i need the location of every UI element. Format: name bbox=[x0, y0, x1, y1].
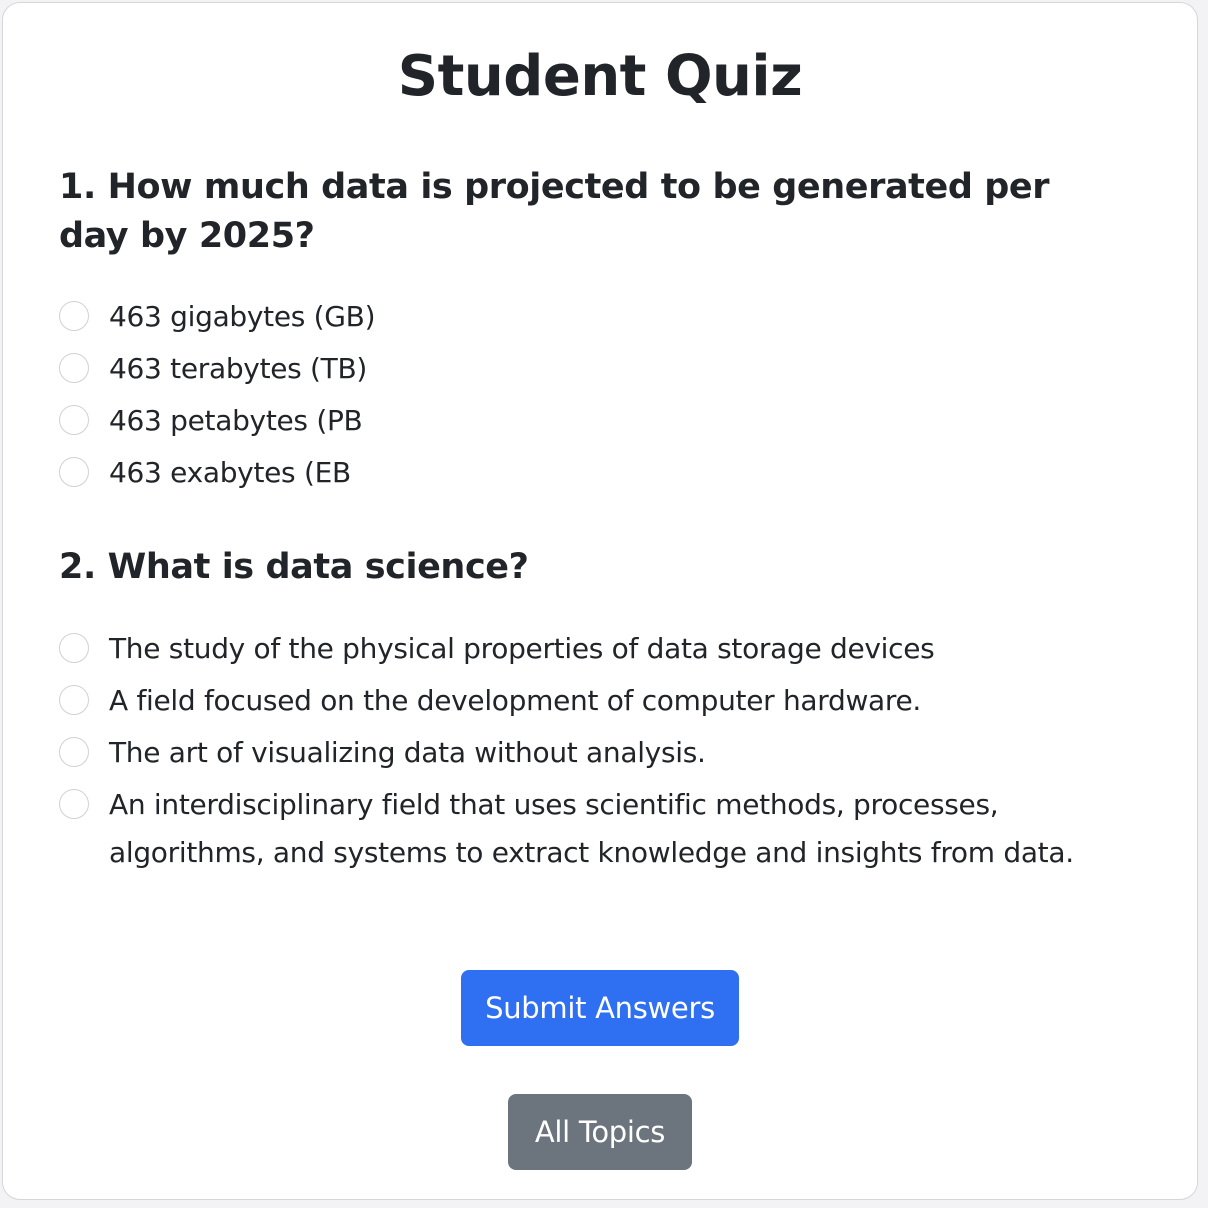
quiz-card bbox=[2, 2, 1198, 1200]
option-label: 463 terabytes (TB) bbox=[109, 352, 368, 385]
question-2-option-1[interactable] bbox=[59, 625, 1117, 673]
option-label: 463 gigabytes (GB) bbox=[109, 300, 376, 333]
question-2-option-3[interactable] bbox=[59, 729, 1117, 777]
submit-answers-button[interactable]: Submit Answers bbox=[461, 970, 739, 1046]
radio-button[interactable] bbox=[59, 301, 89, 331]
question-2-option-2[interactable] bbox=[59, 677, 1117, 725]
page-title: Student Quiz bbox=[397, 44, 803, 109]
question-2-text: 2. What is data science? bbox=[59, 547, 529, 587]
option-label: 463 petabytes (PB bbox=[109, 404, 363, 437]
question-1-option-1[interactable] bbox=[59, 293, 1117, 341]
radio-button[interactable] bbox=[59, 405, 89, 435]
option-label: The study of the physical properties of data storage devices bbox=[109, 632, 935, 665]
all-topics-button[interactable]: All Topics bbox=[508, 1094, 692, 1170]
radio-button[interactable] bbox=[59, 353, 89, 383]
option-label: An interdisciplinary field that uses scientific methods, processes, algorithms, and systems to extract knowledge and insights from data. bbox=[109, 788, 1074, 869]
radio-button[interactable] bbox=[59, 789, 89, 819]
radio-button[interactable] bbox=[59, 633, 89, 663]
question-2-option-4[interactable] bbox=[59, 781, 1117, 877]
option-label: The art of visualizing data without analysis. bbox=[109, 736, 706, 769]
question-1-option-2[interactable] bbox=[59, 345, 1117, 393]
question-1-options bbox=[59, 293, 1117, 501]
radio-button[interactable] bbox=[59, 685, 89, 715]
question-1-text: 1. How much data is projected to be generated per day by 2025? bbox=[59, 167, 1050, 256]
question-1-option-4[interactable] bbox=[59, 449, 1117, 497]
question-1-option-3[interactable] bbox=[59, 397, 1117, 445]
option-label: 463 exabytes (EB bbox=[109, 456, 351, 489]
question-2-options bbox=[59, 625, 1117, 881]
radio-button[interactable] bbox=[59, 457, 89, 487]
radio-button[interactable] bbox=[59, 737, 89, 767]
option-label: A field focused on the development of computer hardware. bbox=[109, 684, 922, 717]
